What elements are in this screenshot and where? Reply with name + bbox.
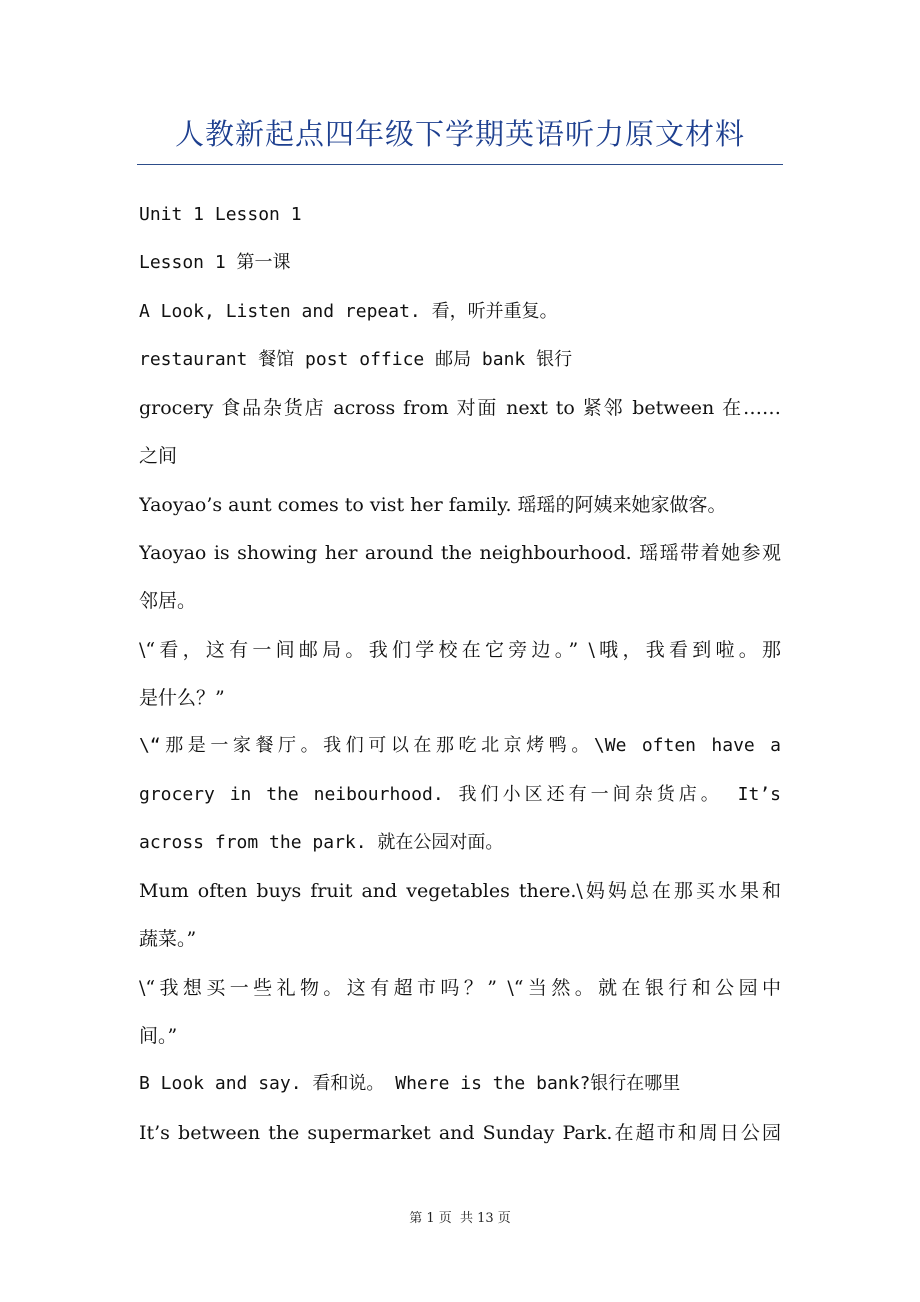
text-line: 邻居。 [139, 590, 197, 613]
text-line: across from the park. 就在公园对面。 [139, 831, 504, 853]
text-line: Unit 1 Lesson 1 [139, 204, 302, 225]
page-footer [0, 1207, 920, 1226]
text-line: 蔬菜。” [139, 928, 197, 951]
text-line: A Look, Listen and repeat. 看，听并重复。 [139, 300, 558, 322]
title-divider [137, 164, 783, 165]
text-line: 之间 [139, 445, 178, 468]
text-line: It’s between the supermarket and Sunday Park.在超市和周日公园 [139, 1121, 781, 1144]
page-number: 第 1 页 [409, 1211, 452, 1226]
text-line: 间。” [139, 1025, 178, 1048]
text-line: Yaoyao is showing her around the neighbourhood. 瑶瑶带着她参观 [139, 542, 781, 565]
text-line: \“那是一家餐厅。我们可以在那吃北京烤鸭。\We often have a [139, 735, 781, 757]
text-line: \“看，这有一间邮局。我们学校在它旁边。” \哦，我看到啦。那 [139, 638, 781, 661]
text-line: 是什么？” [139, 686, 225, 709]
text-line: grocery 食品杂货店 across from 对面 next to 紧邻 between 在…… [139, 397, 781, 420]
text-line: Lesson 1 第一课 [139, 252, 291, 274]
text-line: restaurant 餐馆 post office 邮局 bank 银行 [139, 348, 573, 370]
page-total: 共 13 页 [459, 1211, 511, 1226]
text-line: Mum often buys fruit and vegetables there.\妈妈总在那买水果和 [139, 880, 781, 903]
text-line: grocery in the neibourhood. 我们小区还有一间杂货店。 It’s [139, 783, 781, 805]
document-body [139, 196, 781, 1162]
text-line: Yaoyao’s aunt comes to vist her family. 瑶瑶的阿姨来她家做客。 [139, 493, 727, 516]
text-line: \“我想买一些礼物。这有超市吗？” \“当然。就在银行和公园中 [139, 976, 781, 999]
text-line: B Look and say. 看和说。 Where is the bank?银行在哪里 [139, 1073, 681, 1095]
page-title: 人教新起点四年级下学期英语听力原文材料 [174, 117, 745, 151]
